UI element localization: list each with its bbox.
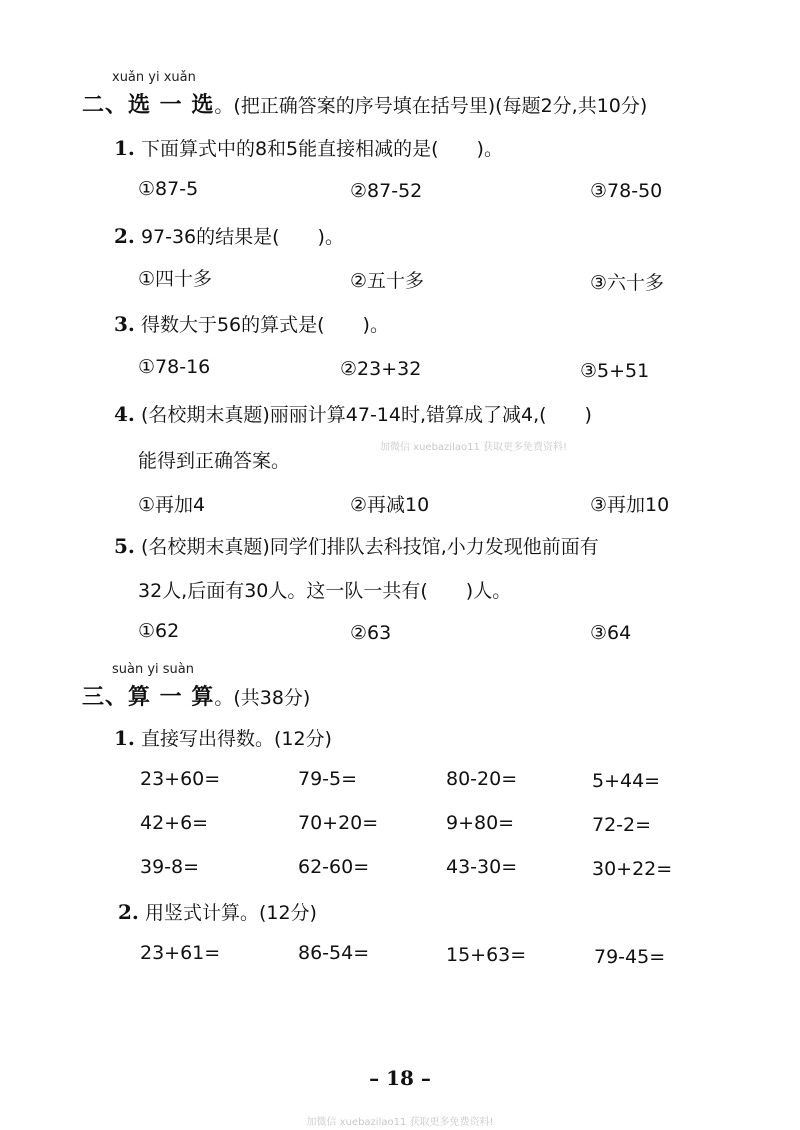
section2-instruction: 。(把正确答案的序号填在括号里)(每题2分,共10分) xyxy=(214,95,648,117)
question-number: 2. xyxy=(118,900,139,924)
q2-option-1: ①四十多 xyxy=(138,268,213,290)
question-5-continued: 32人,后面有30人。这一队一共有( )人。 xyxy=(138,580,512,602)
question-number: 5. xyxy=(114,534,135,558)
watermark-mid: 加微信 xuebazilao11 获取更多免费资料! xyxy=(380,442,568,453)
calc-item: 42+6= xyxy=(140,812,209,834)
calc-item: 80-20= xyxy=(446,768,518,790)
vertical-calc-item: 79-45= xyxy=(594,946,666,968)
question-number: 4. xyxy=(114,402,135,426)
question-text: 用竖式计算。(12分) xyxy=(144,902,317,924)
calc-item: 79-5= xyxy=(298,768,358,790)
question-text: (名校期末真题)丽丽计算47-14时,错算成了减4,( ) xyxy=(140,404,592,426)
calc-item: 43-30= xyxy=(446,856,518,878)
q3-option-1: ①78-16 xyxy=(138,356,211,378)
q3-option-2: ②23+32 xyxy=(340,358,422,380)
question-text: (名校期末真题)同学们排队去科技馆,小力发现他前面有 xyxy=(140,536,599,558)
question-text: 直接写出得数。(12分) xyxy=(140,728,332,750)
section2-pinyin: xuǎn yi xuǎn xyxy=(112,70,196,85)
question-2 xyxy=(114,222,344,249)
question-number: 1. xyxy=(114,136,135,160)
question-text: 97-36的结果是( )。 xyxy=(140,226,344,248)
question-4-continued: 能得到正确答案。 xyxy=(138,450,291,472)
q4-option-1: ①再加4 xyxy=(138,494,206,516)
calc-item: 72-2= xyxy=(592,814,652,836)
q5-option-3: ③64 xyxy=(590,622,632,644)
calc-question-1 xyxy=(114,724,332,751)
calc-item: 23+60= xyxy=(140,768,221,790)
section3-title: 三、算 一 算 xyxy=(82,685,215,710)
vertical-calc-item: 15+63= xyxy=(446,944,527,966)
q2-option-2: ②五十多 xyxy=(350,270,425,292)
section3-heading xyxy=(82,680,310,711)
calc-item: 70+20= xyxy=(298,812,379,834)
calc-item: 30+22= xyxy=(592,858,673,880)
q1-option-2: ②87-52 xyxy=(350,180,423,202)
question-3 xyxy=(114,310,389,337)
calc-item: 9+80= xyxy=(446,812,515,834)
q2-option-3: ③六十多 xyxy=(590,272,665,294)
question-number: 1. xyxy=(114,726,135,750)
section3-pinyin: suàn yi suàn xyxy=(112,662,195,677)
calc-item: 39-8= xyxy=(140,856,200,878)
q3-option-3: ③5+51 xyxy=(580,360,650,382)
q5-option-1: ①62 xyxy=(138,620,180,642)
calc-item: 62-60= xyxy=(298,856,370,878)
q4-option-3: ③再加10 xyxy=(590,494,670,516)
page-number: – 18 – xyxy=(369,1066,431,1090)
section3-instruction: 。(共38分) xyxy=(214,687,311,709)
calc-item: 5+44= xyxy=(592,770,661,792)
vertical-calc-item: 23+61= xyxy=(140,942,221,964)
question-text: 下面算式中的8和5能直接相减的是( )。 xyxy=(140,138,503,160)
calc-question-2 xyxy=(118,898,317,925)
q4-option-2: ②再减10 xyxy=(350,494,430,516)
q5-option-2: ②63 xyxy=(350,622,392,644)
q1-option-3: ③78-50 xyxy=(590,180,663,202)
question-text: 得数大于56的算式是( )。 xyxy=(140,314,389,336)
question-5 xyxy=(114,532,599,559)
question-number: 2. xyxy=(114,224,135,248)
question-number: 3. xyxy=(114,312,135,336)
section2-title: 二、选 一 选 xyxy=(82,93,215,118)
q1-option-1: ①87-5 xyxy=(138,178,199,200)
question-4 xyxy=(114,400,592,427)
vertical-calc-item: 86-54= xyxy=(298,942,370,964)
watermark-bottom: 加微信 xuebazilao11 获取更多免费资料! xyxy=(306,1117,494,1128)
question-1 xyxy=(114,134,503,161)
section2-heading xyxy=(82,88,647,119)
